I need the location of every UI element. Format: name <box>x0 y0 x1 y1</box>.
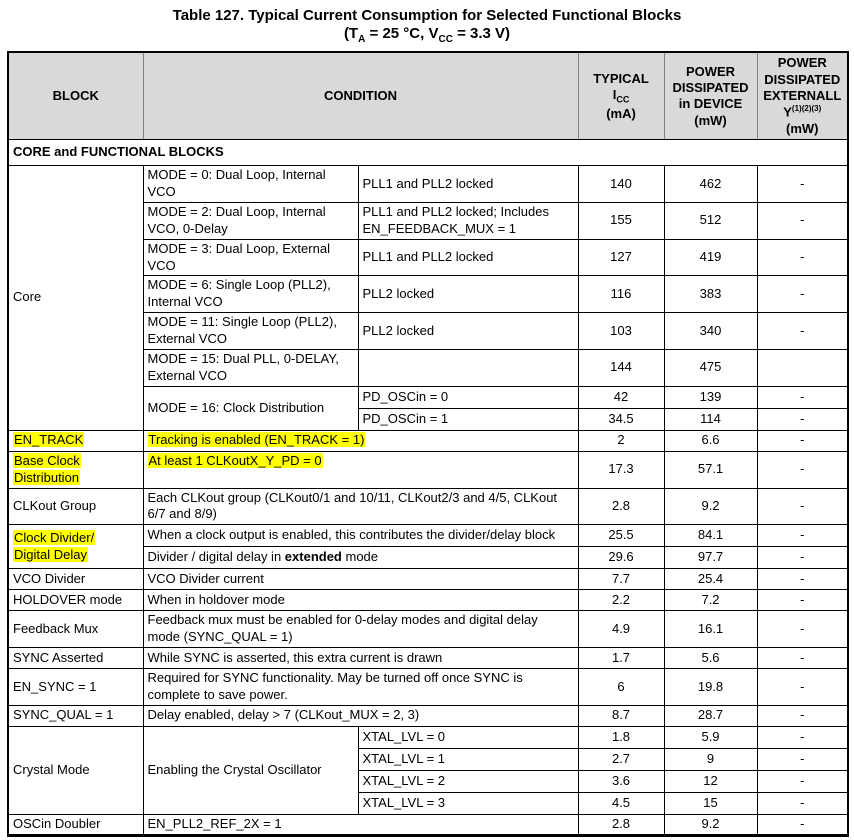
power-external-cell: - <box>757 313 848 350</box>
row-core-mode0 <box>8 166 848 203</box>
icc-cell: 103 <box>578 313 664 350</box>
icc-cell: 127 <box>578 239 664 276</box>
power-device-cell: 7.2 <box>664 590 757 611</box>
highlighted-text: Base Clock <box>14 452 80 468</box>
power-external-cell: - <box>757 430 848 451</box>
icc-cell: 155 <box>578 202 664 239</box>
block-cell: VCO Divider <box>8 569 143 590</box>
power-external-cell: - <box>757 648 848 669</box>
block-cell <box>8 525 143 569</box>
condition-cell: MODE = 6: Single Loop (PLL2), Internal VCO <box>143 276 358 313</box>
condition-cell: Divider / digital delay in extended mode <box>143 547 578 569</box>
current-consumption-table <box>7 51 849 836</box>
icc-cell: 116 <box>578 276 664 313</box>
condition-cell <box>143 430 578 451</box>
power-device-cell: 383 <box>664 276 757 313</box>
header-condition: CONDITION <box>143 52 578 139</box>
condition-detail-cell: XTAL_LVL = 1 <box>358 748 578 770</box>
power-device-cell: 19.8 <box>664 669 757 706</box>
block-cell: SYNC_QUAL = 1 <box>8 705 143 726</box>
power-device-cell: 139 <box>664 386 757 408</box>
header-row <box>8 52 848 139</box>
highlighted-text: Digital Delay <box>14 546 87 562</box>
icc-cell: 42 <box>578 386 664 408</box>
condition-detail-cell: PLL2 locked <box>358 276 578 313</box>
row-sync-qual <box>8 705 848 726</box>
power-device-cell: 97.7 <box>664 547 757 569</box>
icc-cell: 2.8 <box>578 814 664 835</box>
power-device-cell: 84.1 <box>664 525 757 547</box>
condition-cell: MODE = 16: Clock Distribution <box>143 386 358 430</box>
power-external-cell: - <box>757 239 848 276</box>
condition-detail-cell: PD_OSCin = 1 <box>358 408 578 430</box>
icc-cell: 29.6 <box>578 547 664 569</box>
block-cell: Feedback Mux <box>8 611 143 648</box>
highlighted-text: EN_TRACK <box>14 432 84 448</box>
power-external-cell <box>757 349 848 386</box>
row-crystal-xtal0 <box>8 726 848 748</box>
block-cell <box>8 430 143 451</box>
condition-detail-cell <box>358 349 578 386</box>
condition-cell: MODE = 2: Dual Loop, Internal VCO, 0-Delay <box>143 202 358 239</box>
icc-cell: 2 <box>578 430 664 451</box>
condition-cell: MODE = 11: Single Loop (PLL2), External VCO <box>143 313 358 350</box>
block-cell: HOLDOVER mode <box>8 590 143 611</box>
condition-cell: MODE = 3: Dual Loop, External VCO <box>143 239 358 276</box>
power-external-cell: - <box>757 547 848 569</box>
power-external-cell: - <box>757 488 848 525</box>
row-holdover-mode <box>8 590 848 611</box>
icc-cell: 34.5 <box>578 408 664 430</box>
icc-cell: 3.6 <box>578 770 664 792</box>
icc-cell: 7.7 <box>578 569 664 590</box>
header-power-external: POWER DISSIPATED EXTERNALL $Y^{(1)(2)(3)}$ (mW) <box>757 52 848 139</box>
row-feedback-mux <box>8 611 848 648</box>
power-external-cell: - <box>757 669 848 706</box>
icc-cell: 6 <box>578 669 664 706</box>
power-external-cell: - <box>757 748 848 770</box>
power-external-cell: - <box>757 166 848 203</box>
row-clock-divider-1 <box>8 525 848 547</box>
table-title-conditions: ($T_A = 25$ °C, $V_{CC} = 3.3$ V) <box>343 24 511 45</box>
block-cell: CLKout Group <box>8 488 143 525</box>
row-oscin-doubler <box>8 814 848 835</box>
row-en-track <box>8 430 848 451</box>
condition-cell: When a clock output is enabled, this contributes the divider/delay block <box>143 525 578 547</box>
power-device-cell: 5.6 <box>664 648 757 669</box>
block-cell: SYNC Asserted <box>8 648 143 669</box>
header-typical-icc: TYPICAL $I_{CC}$ (mA) <box>578 52 664 139</box>
icc-cell: 1.7 <box>578 648 664 669</box>
power-device-cell: 512 <box>664 202 757 239</box>
condition-detail-cell: PLL1 and PLL2 locked <box>358 239 578 276</box>
row-vco-divider <box>8 569 848 590</box>
condition-detail-cell: PD_OSCin = 0 <box>358 386 578 408</box>
power-external-cell: - <box>757 569 848 590</box>
section-row <box>8 140 848 166</box>
power-external-cell: - <box>757 451 848 488</box>
block-cell: OSCin Doubler <box>8 814 143 835</box>
condition-cell: Each CLKout group (CLKout0/1 and 10/11, CLKout2/3 and 4/5, CLKout 6/7 and 8/9) <box>143 488 578 525</box>
highlighted-text: Distribution <box>14 469 80 485</box>
power-device-cell: 6.6 <box>664 430 757 451</box>
power-external-cell: - <box>757 525 848 547</box>
highlighted-text: Tracking is enabled (EN_TRACK = 1) <box>148 432 365 448</box>
condition-cell: Feedback mux must be enabled for 0-delay modes and digital delay mode (SYNC_QUAL = 1) <box>143 611 578 648</box>
condition-cell: EN_PLL2_REF_2X = 1 <box>143 814 578 835</box>
condition-cell: While SYNC is asserted, this extra current is drawn <box>143 648 578 669</box>
row-clkout-group <box>8 488 848 525</box>
power-device-cell: 340 <box>664 313 757 350</box>
block-cell-crystal-mode: Crystal Mode <box>8 726 143 814</box>
row-sync-asserted <box>8 648 848 669</box>
icc-cell: 25.5 <box>578 525 664 547</box>
power-external-cell: - <box>757 611 848 648</box>
power-external-cell: - <box>757 726 848 748</box>
power-device-cell: 15 <box>664 792 757 814</box>
power-device-cell: 5.9 <box>664 726 757 748</box>
condition-cell: Delay enabled, delay > 7 (CLKout_MUX = 2, 3) <box>143 705 578 726</box>
icc-cell: 1.8 <box>578 726 664 748</box>
condition-cell <box>143 451 578 488</box>
icc-cell: 4.9 <box>578 611 664 648</box>
highlighted-text: At least 1 CLKoutX_Y_PD = 0 <box>148 452 322 468</box>
power-device-cell: 114 <box>664 408 757 430</box>
power-device-cell: 419 <box>664 239 757 276</box>
power-external-cell: - <box>757 202 848 239</box>
icc-cell: 2.7 <box>578 748 664 770</box>
row-en-sync <box>8 669 848 706</box>
power-device-cell: 475 <box>664 349 757 386</box>
power-external-cell: - <box>757 705 848 726</box>
power-external-cell: - <box>757 792 848 814</box>
power-external-cell: - <box>757 276 848 313</box>
condition-cell: When in holdover mode <box>143 590 578 611</box>
icc-cell: 17.3 <box>578 451 664 488</box>
condition-detail-cell: PLL1 and PLL2 locked; Includes EN_FEEDBACK_MUX = 1 <box>358 202 578 239</box>
section-label: CORE and FUNCTIONAL BLOCKS <box>8 140 848 166</box>
table-title <box>0 7 854 45</box>
icc-cell: 4.5 <box>578 792 664 814</box>
power-external-cell: - <box>757 814 848 835</box>
power-device-cell: 25.4 <box>664 569 757 590</box>
power-device-cell: 16.1 <box>664 611 757 648</box>
icc-cell: 2.8 <box>578 488 664 525</box>
condition-detail-cell: PLL1 and PLL2 locked <box>358 166 578 203</box>
condition-detail-cell: PLL2 locked <box>358 313 578 350</box>
icc-cell: 140 <box>578 166 664 203</box>
power-device-cell: 57.1 <box>664 451 757 488</box>
power-device-cell: 12 <box>664 770 757 792</box>
power-device-cell: 462 <box>664 166 757 203</box>
condition-detail-cell: XTAL_LVL = 3 <box>358 792 578 814</box>
power-external-cell: - <box>757 770 848 792</box>
row-base-clock-distribution <box>8 451 848 488</box>
table-title-line1: Table 127. Typical Current Consumption for Selected Functional Blocks <box>172 7 682 24</box>
power-device-cell: 9 <box>664 748 757 770</box>
condition-detail-cell: XTAL_LVL = 0 <box>358 726 578 748</box>
power-device-cell: 9.2 <box>664 488 757 525</box>
highlighted-text: Clock Divider/ <box>14 529 95 545</box>
block-cell-core: Core <box>8 166 143 431</box>
header-block: BLOCK <box>8 52 143 139</box>
power-device-cell: 9.2 <box>664 814 757 835</box>
power-device-cell: 28.7 <box>664 705 757 726</box>
block-cell: EN_SYNC = 1 <box>8 669 143 706</box>
icc-cell: 144 <box>578 349 664 386</box>
icc-cell: 8.7 <box>578 705 664 726</box>
header-power-device: POWER DISSIPATED in DEVICE (mW) <box>664 52 757 139</box>
power-external-cell: - <box>757 386 848 408</box>
icc-cell: 2.2 <box>578 590 664 611</box>
condition-cell: MODE = 0: Dual Loop, Internal VCO <box>143 166 358 203</box>
power-external-cell: - <box>757 408 848 430</box>
condition-cell: Enabling the Crystal Oscillator <box>143 726 358 814</box>
block-cell <box>8 451 143 488</box>
power-external-cell: - <box>757 590 848 611</box>
condition-cell: MODE = 15: Dual PLL, 0-DELAY, External VCO <box>143 349 358 386</box>
condition-cell: VCO Divider current <box>143 569 578 590</box>
condition-cell: Required for SYNC functionality. May be turned off once SYNC is complete to save power. <box>143 669 578 706</box>
condition-detail-cell: XTAL_LVL = 2 <box>358 770 578 792</box>
